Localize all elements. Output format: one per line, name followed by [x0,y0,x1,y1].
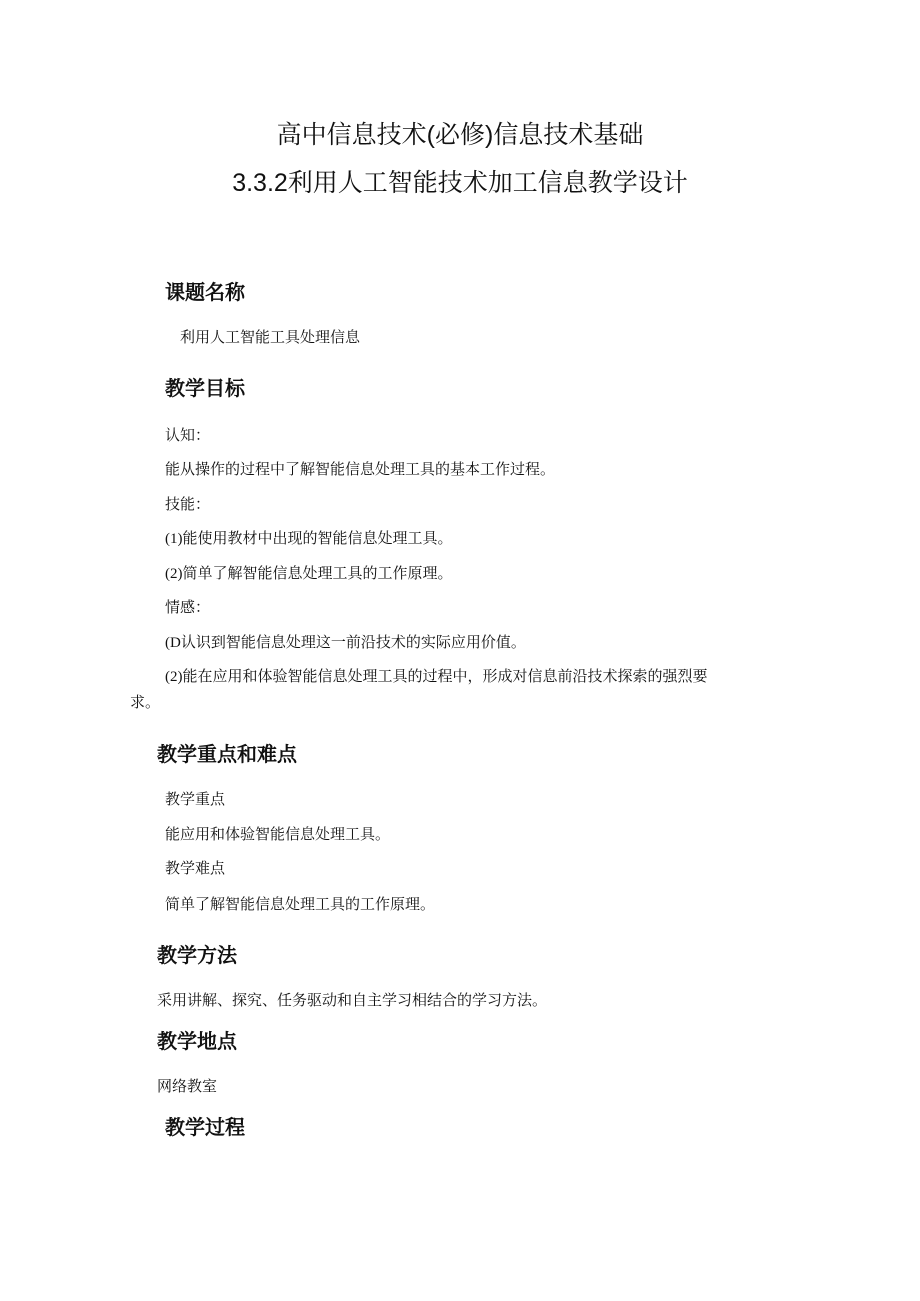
skill-item-2: (2)简单了解智能信息处理工具的工作原理。 [165,566,453,582]
section-heading-method: 教学方法 [157,945,237,967]
difficulty-text: 简单了解智能信息处理工具的工作原理。 [165,897,436,913]
cognition-label: 认知： [165,428,211,444]
section-heading-key-points: 教学重点和难点 [157,744,297,766]
skills-label: 技能： [165,497,211,513]
cognition-text: 能从操作的过程中了解智能信息处理工具的基本工作过程。 [165,462,556,478]
section-heading-objectives: 教学目标 [165,378,245,400]
method-content: 采用讲解、探究、任务驱动和自主学习相结合的学习方法。 [157,993,548,1009]
skill-item-1: (1)能使用教材中出现的智能信息处理工具。 [165,531,453,547]
location-content: 网络教室 [157,1079,218,1095]
document-title-line-1: 高中信息技术(必修)信息技术基础 [276,121,644,149]
emotion-label: 情感： [165,600,211,616]
emotion-item-1: (D认识到智能信息处理这一前沿技术的实际应用价值。 [165,635,526,651]
difficulty-label: 教学难点 [165,861,226,877]
section-heading-location: 教学地点 [157,1031,237,1053]
emotion-item-2-line-2: 求。 [130,695,161,711]
section-heading-process: 教学过程 [165,1117,245,1139]
emotion-item-2-line-1: (2)能在应用和体验智能信息处理工具的过程中，形成对信息前沿技术探索的强烈要 [165,669,708,685]
focus-label: 教学重点 [165,792,226,808]
document-title-line-2: 3.3.2利用人工智能技术加工信息教学设计 [232,169,688,197]
topic-content: 利用人工智能工具处理信息 [180,330,361,346]
focus-text: 能应用和体验智能信息处理工具。 [165,827,391,843]
section-heading-topic: 课题名称 [165,282,245,304]
